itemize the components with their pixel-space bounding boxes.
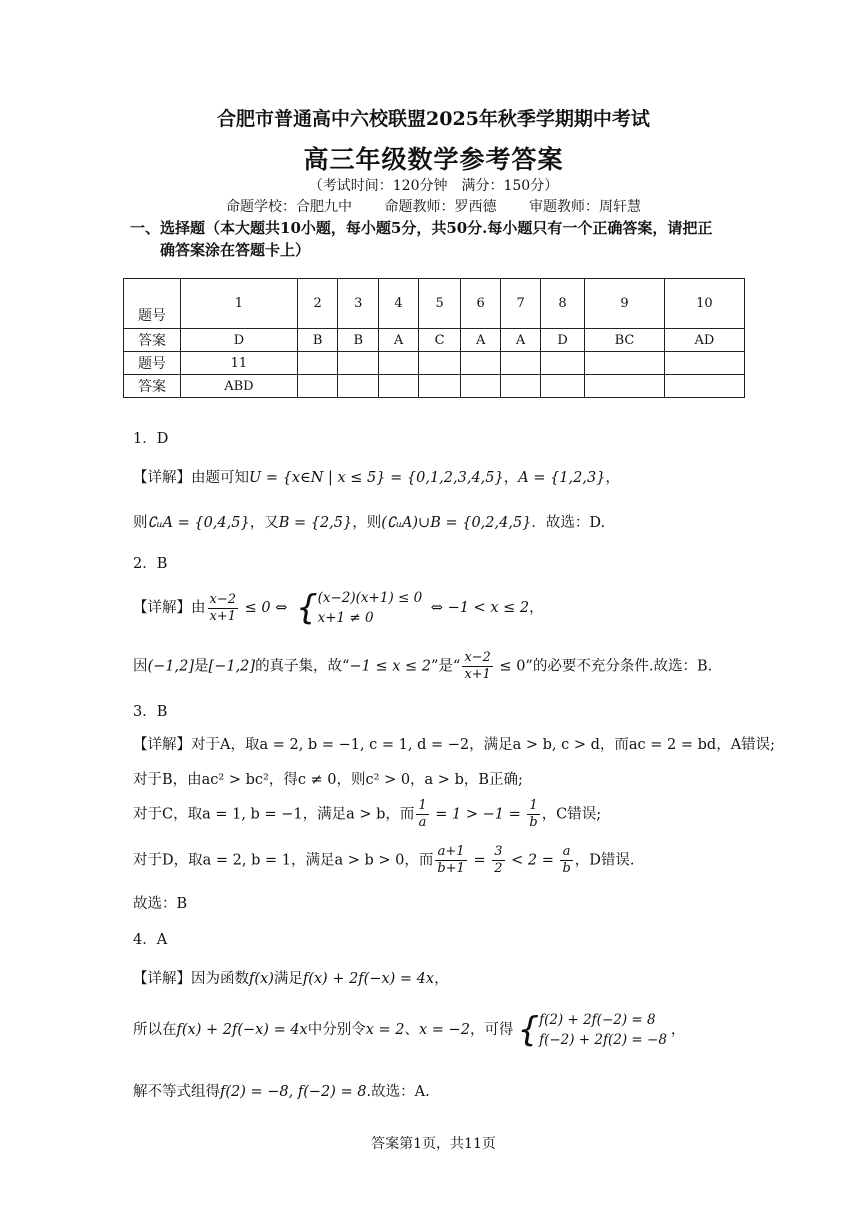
fraction bbox=[560, 844, 572, 877]
table-cell bbox=[461, 375, 501, 398]
table-cell: D bbox=[541, 329, 585, 352]
denominator: x+1 bbox=[209, 608, 236, 624]
section-line-2: 确答案涂在答题卡上） bbox=[160, 241, 311, 259]
brace-icon: { bbox=[295, 588, 318, 628]
text-run: ，C错误; bbox=[541, 806, 602, 823]
text-run: ．故选：D. bbox=[531, 515, 606, 531]
math-run: f(x) + 2f(−x) = 4x bbox=[176, 1022, 308, 1038]
text-run: 因 bbox=[133, 658, 148, 675]
q3-line-3 bbox=[133, 798, 601, 831]
math-run: ≤ 0 ⇔ bbox=[240, 600, 292, 616]
table-cell bbox=[664, 352, 744, 375]
math-run: −1 ≤ x ≤ 2 bbox=[349, 658, 431, 675]
q3-line-1: 【详解】对于A，取a = 2, b = −1, c = 1, d = −2，满足a > b, c > d，而ac = 2 = bd，A错误; bbox=[133, 737, 776, 753]
numerator: x−2 bbox=[209, 591, 236, 607]
math-run: = bbox=[468, 852, 491, 869]
table-row bbox=[124, 375, 745, 398]
numerator: 1 bbox=[527, 798, 539, 815]
table-cell: B bbox=[297, 329, 338, 352]
math-run: (−1,2] bbox=[147, 658, 195, 675]
section-line-1: 一、选择题（本大题共10小题，每小题5分，共50分.每小题只有一个正确答案，请把正 bbox=[130, 219, 713, 237]
math-run: x = −2 bbox=[419, 1022, 470, 1038]
denominator: b bbox=[562, 861, 571, 876]
denominator: b+1 bbox=[437, 861, 465, 876]
q3-line-5: 故选：B bbox=[133, 896, 188, 912]
table-cell bbox=[419, 352, 461, 375]
exam-title: 合肥市普通高中六校联盟2025年秋季学期期中考试 bbox=[217, 108, 650, 130]
text-run: ， bbox=[503, 470, 519, 486]
numerator: a bbox=[560, 844, 572, 861]
brace-icon: { bbox=[517, 1010, 540, 1050]
q3-line-4 bbox=[133, 844, 635, 877]
text-run: 是 bbox=[194, 658, 209, 675]
text-run: 的真子集，故“ bbox=[255, 658, 350, 675]
table-cell: D bbox=[181, 329, 298, 352]
denominator: x+1 bbox=[464, 667, 491, 682]
table-cell: 4 bbox=[379, 279, 419, 329]
table-cell: 8 bbox=[541, 279, 585, 329]
text-run: ， bbox=[434, 971, 449, 987]
text-run: ， bbox=[605, 470, 620, 486]
table-cell: A bbox=[461, 329, 501, 352]
q4-heading: 4．A bbox=[133, 932, 168, 948]
system-row: f(−2) + 2f(2) = −8 bbox=[539, 1032, 667, 1048]
table-cell: 1 bbox=[181, 279, 298, 329]
answer-table bbox=[123, 278, 745, 398]
table-cell bbox=[585, 352, 665, 375]
text-run: ， bbox=[670, 1022, 686, 1038]
table-cell: 9 bbox=[585, 279, 665, 329]
math-run: A = {1,2,3} bbox=[518, 470, 606, 486]
math-run: f(x) bbox=[249, 971, 274, 987]
table-header-cell: 题号 bbox=[124, 352, 181, 375]
text-run: ≤ 0”的必要不充分条件.故选：B. bbox=[494, 658, 713, 675]
math-run: f(x) + 2f(−x) = 4x bbox=[302, 971, 435, 987]
table-row bbox=[124, 279, 745, 329]
math-run: f(2) = −8, f(−2) = 8 bbox=[220, 1084, 367, 1100]
denominator: b bbox=[529, 815, 538, 830]
table-cell: C bbox=[419, 329, 461, 352]
table-cell bbox=[541, 352, 585, 375]
q1-heading: 1．D bbox=[133, 431, 169, 447]
table-header-cell: 答案 bbox=[124, 329, 181, 352]
table-header-cell: 答案 bbox=[124, 375, 181, 398]
text-run: 、 bbox=[404, 1022, 420, 1038]
fraction bbox=[527, 798, 539, 831]
table-cell bbox=[297, 352, 338, 375]
reviewer-label: 审题教师：周轩慧 bbox=[528, 199, 641, 215]
numerator: 3 bbox=[494, 844, 503, 859]
table-cell: 2 bbox=[297, 279, 338, 329]
text-run: 【详解】因为函数 bbox=[133, 971, 249, 987]
math-run: B = {2,5} bbox=[278, 515, 353, 531]
table-cell: BC bbox=[585, 329, 665, 352]
q2-line-2 bbox=[133, 650, 712, 683]
fraction bbox=[435, 844, 467, 877]
table-cell: A bbox=[379, 329, 419, 352]
text-run: .故选：A. bbox=[366, 1084, 430, 1100]
text-run: 则 bbox=[133, 515, 148, 531]
text-run: ， bbox=[529, 600, 544, 616]
system-row: f(2) + 2f(−2) = 8 bbox=[539, 1012, 656, 1028]
numerator: 1 bbox=[418, 798, 427, 813]
document-title: 高三年级数学参考答案 bbox=[303, 145, 564, 174]
table-row bbox=[124, 329, 745, 352]
table-cell: B bbox=[338, 329, 379, 352]
table-cell bbox=[338, 352, 379, 375]
table-cell bbox=[501, 352, 541, 375]
math-run: = 1 > −1 = bbox=[430, 806, 526, 823]
table-cell bbox=[664, 375, 744, 398]
table-cell: 5 bbox=[419, 279, 461, 329]
table-cell bbox=[379, 352, 419, 375]
math-run: < 2 = bbox=[506, 852, 559, 869]
equation-system bbox=[517, 1010, 666, 1050]
exam-info: （考试时间：120分钟 满分：150分） bbox=[308, 178, 559, 194]
q4-line-1 bbox=[133, 967, 449, 988]
text-run: 【详解】由题可知 bbox=[133, 470, 249, 486]
fraction bbox=[462, 650, 493, 683]
math-run: U = {x∈N | x ≤ 5} = {0,1,2,3,4,5} bbox=[249, 470, 504, 486]
table-cell: 7 bbox=[501, 279, 541, 329]
text-run: 满足 bbox=[273, 971, 303, 987]
fraction bbox=[492, 844, 504, 877]
table-cell: AD bbox=[664, 329, 744, 352]
q3-heading: 3．B bbox=[133, 704, 168, 720]
table-cell: ABD bbox=[181, 375, 298, 398]
fraction bbox=[208, 592, 239, 625]
q4-line-2 bbox=[133, 1010, 685, 1050]
table-header-cell: 题号 bbox=[124, 279, 181, 329]
q4-line-3 bbox=[133, 1080, 430, 1101]
table-cell: A bbox=[501, 329, 541, 352]
table-cell: 6 bbox=[461, 279, 501, 329]
table-cell: 10 bbox=[664, 279, 744, 329]
math-run: [−1,2] bbox=[208, 658, 256, 675]
system-row: x+1 ≠ 0 bbox=[317, 610, 374, 626]
page-footer: 答案第1页，共11页 bbox=[371, 1136, 496, 1152]
text-run: 对于C，取a = 1, b = −1，满足a > b，而 bbox=[133, 806, 415, 823]
table-row bbox=[124, 352, 745, 375]
authors-line bbox=[0, 196, 867, 216]
q2-line-1 bbox=[133, 588, 544, 628]
section-heading bbox=[130, 217, 755, 261]
math-run: x = 2 bbox=[365, 1022, 405, 1038]
text-run: 中分别令 bbox=[307, 1022, 366, 1038]
denominator: a bbox=[418, 815, 427, 830]
equation-system bbox=[296, 588, 422, 628]
table-cell: 3 bbox=[338, 279, 379, 329]
text-run: ，D错误. bbox=[574, 852, 635, 869]
table-cell bbox=[297, 375, 338, 398]
fraction bbox=[416, 798, 428, 831]
text-run: ”是“ bbox=[431, 658, 461, 675]
q2-heading: 2．B bbox=[133, 556, 168, 572]
table-cell bbox=[461, 352, 501, 375]
text-run: 对于D，取a = 2, b = 1，满足a > b > 0，而 bbox=[133, 852, 434, 869]
text-run: ，则 bbox=[352, 515, 382, 531]
q1-line-2 bbox=[133, 511, 605, 532]
q3-line-2: 对于B，由ac² > bc²，得c ≠ 0，则c² > 0，a > b，B正确; bbox=[133, 772, 523, 788]
denominator: 2 bbox=[494, 861, 503, 876]
math-run: ⇔ −1 < x ≤ 2 bbox=[426, 600, 530, 616]
table-cell bbox=[541, 375, 585, 398]
math-run: (∁ᵤA)∪B = {0,2,4,5} bbox=[381, 515, 532, 531]
text-run: ，可得 bbox=[469, 1022, 514, 1038]
table-cell bbox=[379, 375, 419, 398]
table-cell bbox=[419, 375, 461, 398]
school-label: 命题学校：合肥九中 bbox=[226, 199, 353, 215]
system-row: (x−2)(x+1) ≤ 0 bbox=[317, 590, 423, 606]
table-cell: 11 bbox=[181, 352, 298, 375]
q1-line-1 bbox=[133, 466, 620, 487]
numerator: x−2 bbox=[464, 650, 491, 665]
table-cell bbox=[338, 375, 379, 398]
text-run: 解不等式组得 bbox=[133, 1084, 220, 1100]
table-cell bbox=[501, 375, 541, 398]
text-run: ，又 bbox=[249, 515, 279, 531]
text-run: 所以在 bbox=[133, 1022, 177, 1038]
math-run: ∁ᵤA = {0,4,5} bbox=[147, 515, 250, 531]
table-cell bbox=[585, 375, 665, 398]
text-run: 【详解】由 bbox=[133, 600, 206, 616]
numerator: a+1 bbox=[435, 844, 467, 861]
author-label: 命题教师：罗西德 bbox=[384, 199, 497, 215]
